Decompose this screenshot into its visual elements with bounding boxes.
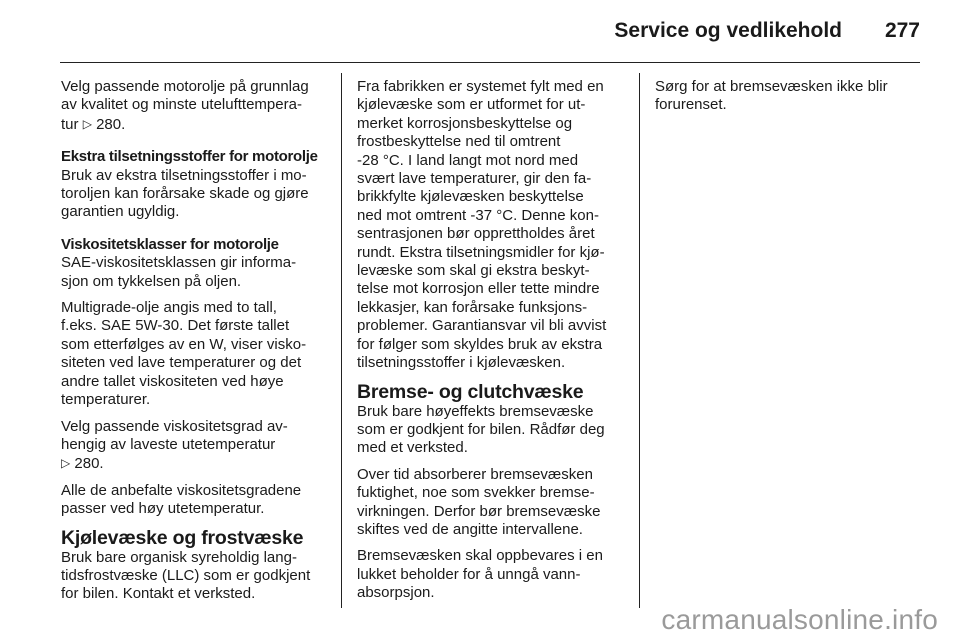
column-2 [357,78,623,611]
paragraph-brake-fluid-storage: Bremsevæsken skal oppbevares i en lukket beholder for å unngå vann- absorpsjon. [357,547,603,602]
watermark: carmanualsonline.info [661,604,938,635]
column-divider [341,73,342,608]
paragraph-brake-fluid-contamination: Sørg for at bremsevæsken ikke blir forurenset. [655,78,888,114]
page-reference[interactable]: 280. [96,115,126,133]
page-header [0,0,960,60]
paragraph-sae-class: SAE-viskositetsklassen gir informa- sjon om tykkelsen på oljen. [61,254,297,290]
page-reference-arrow-icon: ▷ [61,456,71,471]
header-title: Service og vedlikehold [614,19,842,42]
page-number: 277 [884,19,920,42]
page-reference-arrow-icon: ▷ [82,116,92,131]
section-heading-brake-fluid: Bremse- og clutchvæske [357,380,584,403]
paragraph-brake-fluid-moisture: Over tid absorberer bremsevæsken fuktighet, noe som svekker bremse- virkningen. Derfor bør bremsevæske skiftes ved de angitte intervallene. [357,465,601,538]
column-divider [639,73,640,608]
paragraph-factory-coolant: Fra fabrikken er systemet fylt med en kjølevæske som er utformet for ut- merket korrosjonsbeskyttelse og frostbeskyttelse ned til omtrent -28 °C. I land langt mot nord med svært lave temperaturer, gir den fa- brikkfylte kjølevæsken beskyttelse ned mot omtrent -37 °C. Denne kon- sentrasjonen bør opprettholdes året rundt. Ekstra tilsetningsmidler for kjø- levæske som skal gi ekstra beskyt- telse mot korrosjon eller tette mindre lekkasjer, kan forårsake funksjons- problemer. Garantiansvar vil bli avvist for følger som skyldes bruk av ekstra tilsetningsstoffer i kjølevæsken. [357,78,607,372]
paragraph-motor-oil-choice: Velg passende motorolje på grunnlag av kvalitet og minste utelufttempera- tur ▷ 280. [61,78,309,133]
header-divider [60,62,920,63]
page-reference[interactable]: 280. [74,455,104,473]
subheading-additives: Ekstra tilsetningsstoffer for motorolje [61,148,318,166]
section-heading-coolant: Kjølevæske og frostvæske [61,526,304,549]
paragraph-coolant-type: Bruk bare organisk syreholdig lang- tidsfrostvæske (LLC) som er godkjent for bilen. Kontakt et verksted. [61,548,311,603]
paragraph-viscosity-grade: Velg passende viskositetsgrad av- hengig av laveste utetemperatur ▷ 280. [61,417,288,473]
column-3 [655,78,921,123]
paragraph-additives: Bruk av ekstra tilsetningsstoffer i mo- toroljen kan forårsake skade og gjøre garantien ugyldig. [61,166,309,221]
paragraph-recommended-grades: Alle de anbefalte viskositetsgradene passer ved høy utetemperatur. [61,481,302,518]
subheading-viscosity: Viskositetsklasser for motorolje [61,235,279,253]
column-1 [61,78,327,612]
paragraph-multigrade: Multigrade-olje angis med to tall, f.eks. SAE 5W-30. Det første tallet som etterfølges av en W, viser visko- siteten ved lave temperaturer og det andre tallet viskositeten ved høye temperaturer. [61,299,307,409]
paragraph-brake-fluid-type: Bruk bare høyeffekts bremsevæske som er godkjent for bilen. Rådfør deg med et verksted. [357,402,605,457]
